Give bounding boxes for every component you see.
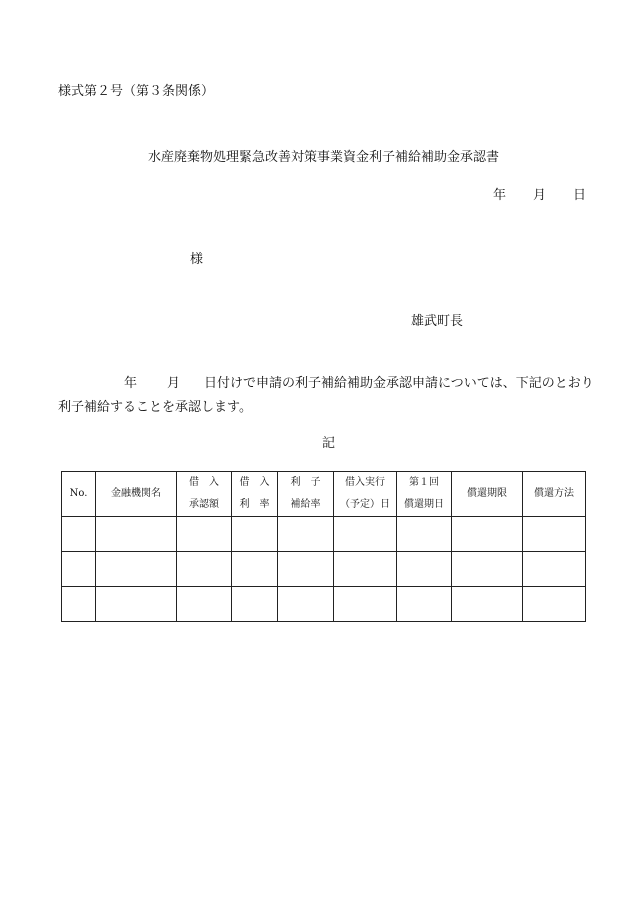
header-interest-subsidy-rate-line1: 利 子 [290,477,321,488]
ki-heading: 記 [322,436,336,451]
body-month-label: 月 [167,376,181,391]
header-loan-interest-rate-line1: 借 入 [239,477,270,488]
header-repayment-deadline: 償還期限 [452,472,523,517]
table-cell [177,552,232,587]
header-no: No. [62,472,96,517]
table-cell [334,552,397,587]
header-approved-loan-amount [177,472,232,517]
table-cell [334,587,397,622]
table-cell [62,517,96,552]
header-first-repayment-date [397,472,452,517]
date-month-label: 月 [533,188,547,203]
table-cell [96,587,177,622]
table-cell [397,517,452,552]
header-interest-subsidy-rate-line2: 補給率 [290,499,321,510]
issuer: 雄武町長 [411,314,464,329]
table-cell [177,517,232,552]
table-row [62,552,586,587]
table-cell [397,587,452,622]
table-cell [523,587,586,622]
body-text [58,372,594,420]
body-line-1-text: 日付けで申請の利子補給補助金承認申請については、下記のとおり [204,376,594,391]
table-cell [452,587,523,622]
table-cell [452,517,523,552]
header-interest-subsidy-rate [278,472,334,517]
header-repayment-method: 償還方法 [523,472,586,517]
date-year-label: 年 [493,188,507,203]
table-cell [62,587,96,622]
table-cell [232,587,278,622]
table-row [62,517,586,552]
date-line [493,184,586,203]
body-line-1 [58,372,594,396]
table-cell [177,587,232,622]
table-cell [96,552,177,587]
table-cell [278,517,334,552]
table-cell [278,552,334,587]
table-cell [397,552,452,587]
form-number: 様式第２号（第３条関係） [58,84,215,99]
header-loan-execution-date [334,472,397,517]
table-cell [278,587,334,622]
header-first-repayment-date-line1: 第１回 [409,477,439,488]
header-approved-loan-amount-line2: 承認額 [189,499,219,510]
header-first-repayment-date-line2: 償還期日 [404,499,444,510]
body-year-label: 年 [124,376,138,391]
table-cell [232,552,278,587]
table-cell [232,517,278,552]
header-loan-interest-rate [232,472,278,517]
table-cell [523,517,586,552]
table-cell [452,552,523,587]
date-day-label: 日 [573,188,587,203]
table-cell [96,517,177,552]
table-cell [523,552,586,587]
header-financial-institution: 金融機関名 [96,472,177,517]
header-loan-execution-date-line2: （予定）日 [340,499,390,510]
header-loan-interest-rate-line2: 利 率 [239,499,270,510]
table-header-row [62,472,586,517]
table-cell [62,552,96,587]
header-approved-loan-amount-line1: 借 入 [189,477,219,488]
table-cell [334,517,397,552]
loan-record-table [61,471,586,622]
table-row [62,587,586,622]
body-line-2: 利子補給することを承認します。 [58,400,252,415]
document-title: 水産廃棄物処理緊急改善対策事業資金利子補給補助金承認書 [148,150,500,165]
addressee: 様 [190,252,204,267]
header-loan-execution-date-line1: 借入実行 [345,477,385,488]
